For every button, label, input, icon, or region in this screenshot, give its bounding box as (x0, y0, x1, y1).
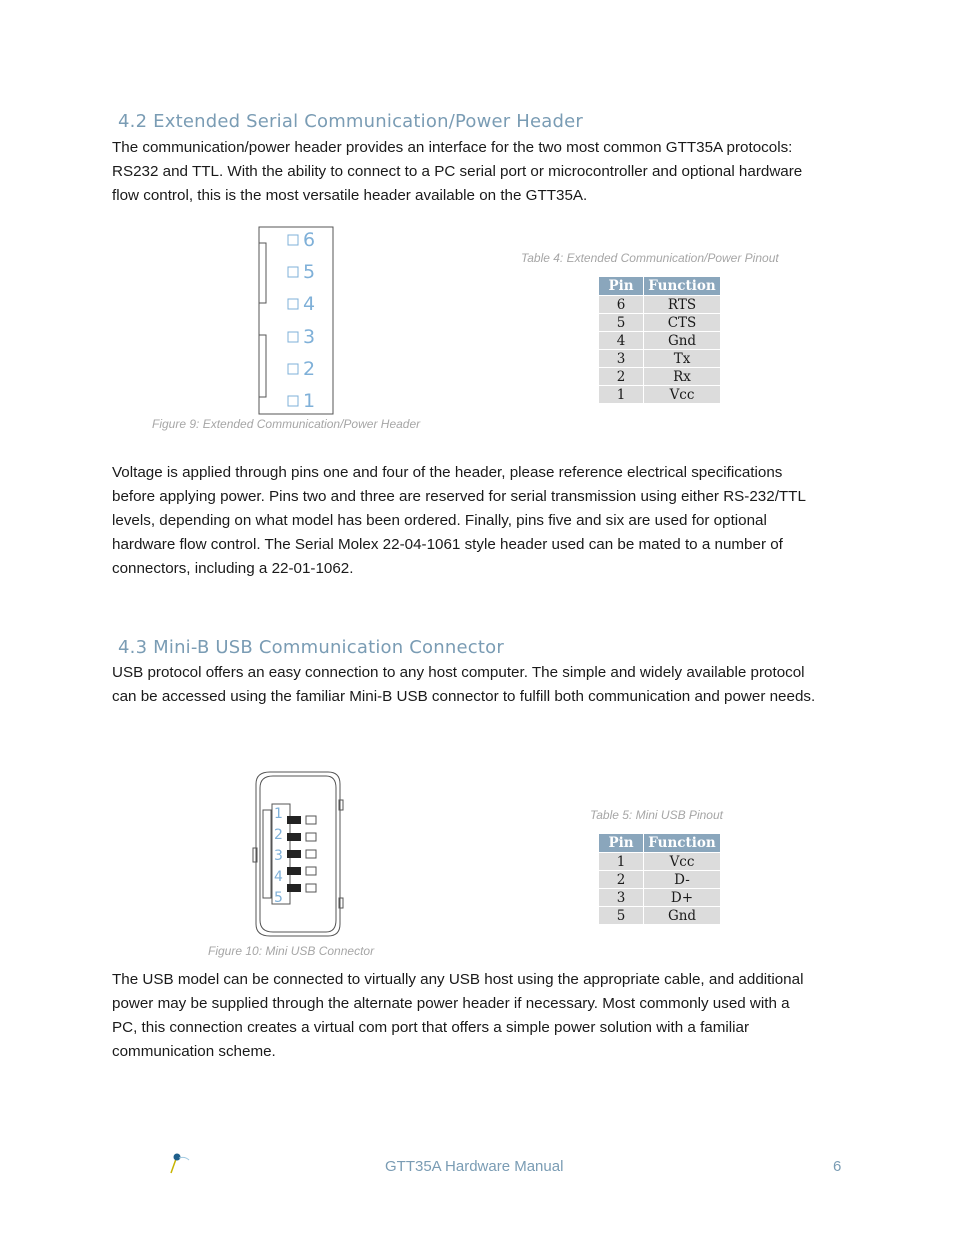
table-cell: RTS (644, 296, 721, 314)
table-cell: 3 (599, 350, 644, 368)
pin-logo-icon (168, 1150, 192, 1176)
usb-contacts (287, 816, 316, 892)
table-cell: 2 (599, 871, 644, 889)
table-cell: Vcc (644, 853, 721, 871)
text-line: communication scheme. (112, 1043, 276, 1060)
text-line: hardware flow control. The Serial Molex 22-04-1061 style header used can be mated to a number of (112, 536, 783, 553)
usb-contact-pad (306, 850, 316, 858)
header-diagram (255, 225, 339, 418)
table-row (599, 853, 721, 871)
column-header: Function (644, 834, 721, 853)
table-row (599, 889, 721, 907)
pinout-table-5 (598, 833, 721, 925)
header-pins (288, 229, 315, 412)
table-cell: 3 (599, 889, 644, 907)
column-header: Pin (599, 834, 644, 853)
pin-label: 3 (303, 326, 316, 348)
mini-usb-diagram (246, 768, 346, 940)
usb-contact-pad (306, 867, 316, 875)
text-line: can be accessed using the familiar Mini-B USB connector to fulfill both communication and power needs. (112, 688, 816, 705)
table-cell: 1 (599, 853, 644, 871)
usb-contact-pad (306, 816, 316, 824)
pin-square (288, 332, 298, 342)
figure-10-caption: Figure 10: Mini USB Connector (208, 944, 375, 958)
pin-square (288, 299, 298, 309)
section-4-3-intro (112, 661, 852, 709)
table-row (599, 350, 721, 368)
table-cell: 4 (599, 332, 644, 350)
table-cell: 5 (599, 907, 644, 925)
column-header: Function (644, 277, 721, 296)
pin-label: 2 (303, 358, 316, 380)
text-line: connectors, including a 22-01-1062. (112, 560, 354, 577)
pin-label: 6 (303, 229, 316, 251)
pinout-table-4 (598, 276, 721, 404)
column-header: Pin (599, 277, 644, 296)
table-5-caption: Table 5: Mini USB Pinout (590, 808, 723, 822)
pin-square (288, 396, 298, 406)
text-line: levels, depending on what model has been ordered. Finally, pins five and six are used for optional (112, 512, 767, 529)
text-line: power may be supplied through the alternate power header if necessary. Most commonly used with a (112, 995, 790, 1012)
table-header-row (599, 277, 721, 296)
table-cell: CTS (644, 314, 721, 332)
section-heading-4-2: 4.2 Extended Serial Communication/Power Header (118, 111, 584, 132)
text-line: Voltage is applied through pins one and four of the header, please reference electrical specifications (112, 464, 783, 481)
usb-contact-pad (306, 833, 316, 841)
pin-label: 1 (274, 806, 283, 822)
footer-title: GTT35A Hardware Manual (385, 1158, 564, 1175)
pin-label: 5 (274, 890, 283, 906)
figure-9-caption: Figure 9: Extended Communication/Power Header (152, 417, 421, 431)
section-4-2-intro (112, 136, 852, 208)
pin-label: 3 (274, 848, 283, 864)
table-4-caption: Table 4: Extended Communication/Power Pinout (521, 251, 779, 265)
section-4-2-body (112, 461, 852, 581)
table-cell: Rx (644, 368, 721, 386)
table-cell: Gnd (644, 907, 721, 925)
table-row (599, 296, 721, 314)
table-cell: Vcc (644, 386, 721, 404)
text-line: flow control, this is the most versatile header available on the GTT35A. (112, 187, 588, 204)
text-line: The USB model can be connected to virtually any USB host using the appropriate cable, and additional (112, 971, 804, 988)
table-row (599, 871, 721, 889)
pin-square (288, 267, 298, 277)
table-row (599, 907, 721, 925)
table-row (599, 386, 721, 404)
usb-contact (287, 867, 301, 875)
table-cell: Tx (644, 350, 721, 368)
page-number: 6 (833, 1158, 842, 1175)
text-line: The communication/power header provides an interface for the two most common GTT35A protocols: (112, 139, 793, 156)
usb-contact-pad (306, 884, 316, 892)
pin-square (288, 235, 298, 245)
text-line: PC, this connection creates a virtual com port that offers a simple power solution with a familiar (112, 1019, 750, 1036)
table-cell: 5 (599, 314, 644, 332)
table-cell: 1 (599, 386, 644, 404)
usb-contact (287, 884, 301, 892)
pin-square (288, 364, 298, 374)
table-row (599, 332, 721, 350)
text-line: before applying power. Pins two and three are reserved for serial transmission using either RS-232/TTL (112, 488, 806, 505)
usb-pin-labels (274, 806, 283, 906)
table-row (599, 314, 721, 332)
pin-label: 2 (274, 827, 283, 843)
text-line: RS232 and TTL. With the ability to connect to a PC serial port or microcontroller and optional hardware (112, 163, 803, 180)
pin-label: 1 (303, 390, 316, 412)
section-4-3-body (112, 968, 852, 1064)
table-cell: D- (644, 871, 721, 889)
table-cell: 2 (599, 368, 644, 386)
text-line: USB protocol offers an easy connection to any host computer. The simple and widely available protocol (112, 664, 805, 681)
usb-contact (287, 816, 301, 824)
pin-label: 4 (274, 869, 283, 885)
pin-label: 5 (303, 261, 316, 283)
table-cell: Gnd (644, 332, 721, 350)
section-heading-4-3: 4.3 Mini-B USB Communication Connector (118, 637, 504, 658)
table-cell: 6 (599, 296, 644, 314)
table-header-row (599, 834, 721, 853)
pin-label: 4 (303, 293, 316, 315)
usb-contact (287, 850, 301, 858)
table-cell: D+ (644, 889, 721, 907)
table-row (599, 368, 721, 386)
usb-contact (287, 833, 301, 841)
